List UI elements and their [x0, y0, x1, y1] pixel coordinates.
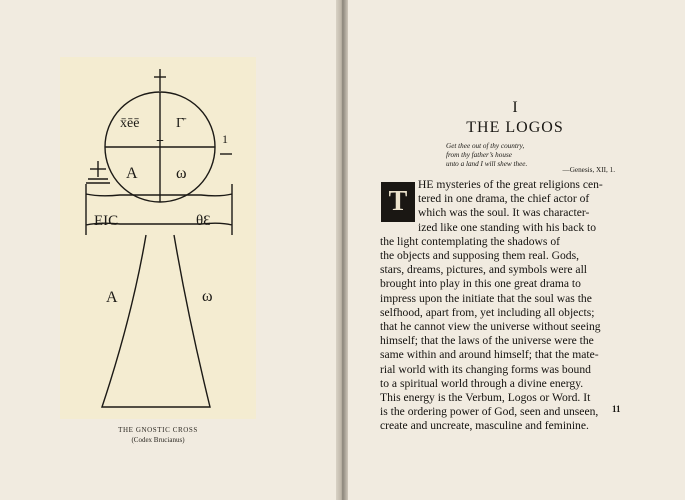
label-bottom-right: ω [176, 165, 187, 182]
body-line: tered in one drama, the chief actor of [418, 192, 590, 206]
label-stem-left: A [106, 289, 118, 306]
drop-cap-letter: T [388, 186, 408, 217]
body-line: stars, dreams, pictures, and symbols were all [380, 263, 588, 277]
label-stem-right: ω [202, 288, 213, 305]
body-line: which was the soul. It was character- [418, 206, 590, 220]
body-line: the objects and supposing them real. Gods, [380, 249, 579, 262]
body-line: the light contemplating the shadows of [380, 234, 560, 248]
body-line: brought into play in this one great drama to [380, 277, 581, 291]
book-gutter [336, 0, 348, 500]
body-line: that he cannot view the universe without seeing [380, 320, 601, 333]
body-line: HE mysteries of the great religions cen- [418, 178, 603, 191]
label-bottom-left: A [126, 165, 138, 182]
label-arm-left: EIC [94, 213, 119, 229]
body-line: ized like one standing with his back to [418, 220, 597, 234]
epigraph-line: from thy father’s house [446, 151, 512, 159]
epigraph-line: Get thee out of thy country, [446, 142, 525, 150]
label-top-left: x̄ēē [120, 116, 140, 131]
label-fraction-numerator: 1 [222, 132, 228, 146]
body-line: impress upon the initiate that the soul was the [380, 291, 592, 305]
body-line: same within and around himself; that the mate- [380, 348, 599, 362]
body-line: create and uncreate, masculine and feminine. [380, 419, 589, 433]
stem-outline [102, 235, 210, 407]
gnostic-cross-plate [60, 57, 256, 419]
body-line: is the ordering power of God, seen and unseen, [380, 405, 599, 419]
body-line: himself; that the laws of the universe were the [380, 334, 594, 348]
epigraph-line: unto a land I will shew thee. [446, 160, 528, 168]
epigraph-source: —Genesis, XII, 1. [562, 166, 615, 174]
label-top-right: Γ̄ [176, 116, 185, 131]
body-line: This energy is the Verbum, Logos or Word. It [380, 391, 591, 404]
body-line: to a spiritual world through a divine energy. [380, 376, 584, 390]
chapter-title: THE LOGOS [466, 119, 564, 136]
chapter-number: I [512, 99, 518, 116]
epigraph [446, 142, 616, 169]
body-line: rial world with its changing forms was bound [380, 362, 591, 376]
gnostic-cross-drawing [60, 57, 256, 419]
figure-caption-source: (Codex Brucianus) [131, 436, 185, 444]
label-center-cross: + [156, 134, 164, 149]
figure-caption-title: THE GNOSTIC CROSS [118, 426, 198, 434]
page-number: 11 [612, 404, 621, 414]
label-arm-right: θƐ [196, 213, 211, 229]
ornamental-drop-cap [381, 182, 415, 222]
body-line: selfhood, apart from, yet including all objects; [380, 305, 595, 319]
